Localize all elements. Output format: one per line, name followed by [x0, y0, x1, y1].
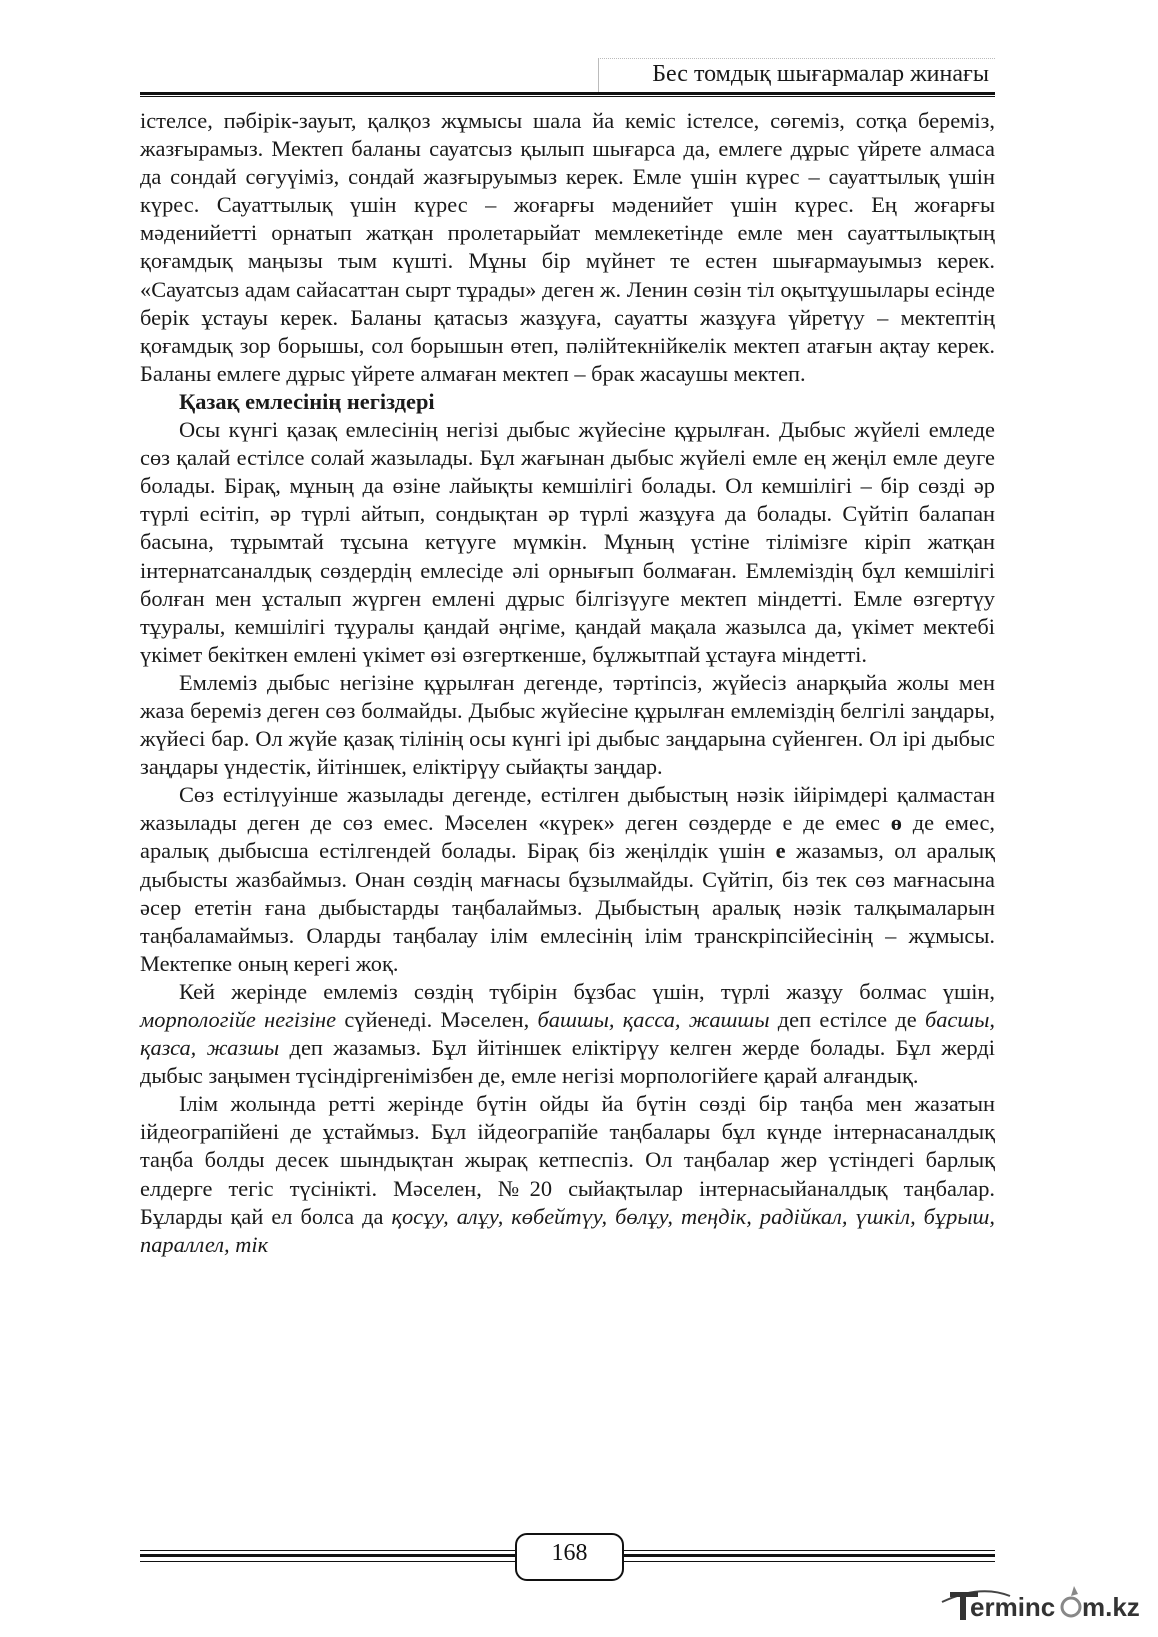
footer-rule-right-bottom — [620, 1561, 995, 1562]
p5-italic-heard: башшы, қасса, жашшы — [537, 1007, 770, 1032]
running-header-title: Бес томдық шығармалар жинағы — [652, 61, 989, 87]
p4-text-c: де емес, аралық дыбысша естілгендей болады. Бірақ біз жеңілдік үшін — [140, 810, 995, 864]
running-header — [598, 58, 995, 93]
svg-text:m.kz: m.kz — [1082, 1592, 1140, 1622]
paragraph-3: Емлеміз дыбыс негізіне құрылған дегенде, тәртіпсіз, жүйесіз анарқыйа жолы мен жаза береміз деген сөз болмайды. Дыбыс жүйесіне құрылған емлеміздің белгілі заңдары, жүйесі бар. Ол жүйе қазақ тілінің осы күнгі ірі дыбыс заңдарына сүйенген. Ол ірі дыбыс заңдары үндестік, йітіншек, еліктірүу сыйақты заңдар. — [140, 669, 995, 780]
p4-text-e: жазамыз, ол аралық дыбысты жазбаймыз. Онан сөздің мағнасы бұзылмайды. Сүйтіп, біз тек сөз мағнасына әсер ететін ғана дыбыстарды таңбалаймыз. Дыбыстың аралық нәзік талқымаларын таңбаламаймыз. Оларды таңбалау ілім емлесінің ілім транскріпсійесінің – жұмысы. Мектепке оның керегі жоқ. — [140, 838, 995, 976]
watermark-logo — [940, 1582, 1150, 1626]
footer-rule-left-bottom — [140, 1561, 515, 1562]
paragraph-6 — [140, 1090, 995, 1259]
p4-letter-o: ө — [890, 810, 902, 836]
p5-italic-term: морпологійе негізіне — [140, 1007, 337, 1032]
p5-text-e: деп естілсе де — [769, 1007, 925, 1032]
footer-rule-right-thick — [620, 1554, 995, 1557]
p5-italic-written: басшы, қазса, жазшы — [140, 1007, 996, 1061]
svg-text:erminc: erminc — [970, 1592, 1056, 1622]
p5-text-c: сүйенеді. Мәселен, — [336, 1007, 538, 1032]
p6-text-a: Ілім жолында ретті жерінде бүтін ойды йа бүтін сөзді бір таңба мен жазатын ійдеограпійені де ұстаймыз. Бұл ійдеограпійе таңбалары бұл күнде інтернасаналдық таңба болды десек шындықтан жырақ кетпеспіз. Ол таңбалар жер үстіндегі барлық елдерге тегіс түсінікті. Мәселен, №20 сыйақтылар інтернасыйаналдық таңбалар. Бұларды қай ел болса да — [140, 1091, 995, 1229]
header-rule — [140, 92, 995, 95]
paragraph-1: істелсе, пәбірік-зауыт, қалқоз жұмысы шала йа кеміс істелсе, сөгеміз, сотқа береміз, жазғырамыз. Мектеп баланы сауатсыз қылып шығарса да, емлеге дұрыс үйрете алмаса да сондай сөгуүіміз, сондай жазғыруымыз керек. Емле үшін күрес – сауаттылық үшін күрес. Сауаттылық үшін күрес – жоғарғы мәденийет үшін күрес. Ең жоғарғы мәденийетті орнатып жатқан пролетарыйат мемлекетінде емле мен сауаттылықтың қоғамдық маңызы тым күшті. Мұны бір мүйнет те естен шығармауымыз керек. «Сауатсыз адам сайасаттан сырт тұрады» деген ж. Ленин сөзін тіл оқытұушылары есінде берік ұстауы керек. Баланы қатасыз жазұуға, сауатты жазұуға үйретүу – мектептің қоғамдық зор борышы, сол борышын өтеп, пәлійтекнійкелік мектеп атағын ақтау керек. Баланы емлеге дұрыс үйрете алмаған мектеп – брак жасаушы мектеп. — [140, 108, 995, 386]
section-heading: Қазақ емлесінің негіздері — [179, 388, 435, 414]
p5-text-a: Кей жерінде емлеміз сөздің түбірін бұзбас үшін, түрлі жазұу болмас үшін, — [179, 978, 995, 1004]
paragraph-4 — [140, 781, 995, 978]
footer-rule-left — [140, 1550, 515, 1551]
p6-italic-list: қосұу, алұу, көбейтүу, бөлұу, теңдік, радійкал, үшкіл, бұрыш, параллел, тік — [140, 1203, 996, 1257]
footer-rule-right — [620, 1550, 995, 1551]
p4-text-a: Сөз естілүуінше жазылады дегенде, естілген дыбыстың нәзік ійірімдері қалмастан жазылады деген де сөз емес. Мәселен «күрек» деген сөздерде е де емес — [140, 782, 995, 836]
header-rule-thin — [140, 96, 995, 97]
footer-rule-left-thick — [140, 1554, 515, 1557]
body-text — [140, 107, 995, 1259]
page-number: 168 — [551, 1540, 588, 1566]
termincom-logo-icon — [940, 1582, 1150, 1626]
paragraph-2: Осы күнгі қазақ емлесінің негізі дыбыс жүйесіне құрылған. Дыбыс жүйелі емледе сөз қалай естілсе солай жазылады. Бұл жағынан дыбыс жүйелі емле ең жеңіл емле деуге болады. Бірақ, мұның да өзіне лайықты кемшілігі болады. Ол кемшілігі – бір сөзді әр түрлі есітіп, әр түрлі айтып, сондықтан әр түрлі жазұуға да болады. Сүйтіп балапан басына, тұрымтай тұсына кетүуге мүмкін. Мұның үстіне тілімізге кіріп жатқан інтернатсаналдық сөздердің емлесіде әлі орнығып болмаған. Емлеміздің бұл кемшілігі болған мен ұсталып жүрген емлені дұрыс білгізүуге мектеп міндетті. Емле өзгертүу тұуралы, кемшілігі тұуралы қандай әңгіме, қандай мақала жазылса да, үкімет мектебі үкімет бекіткен емлені үкімет өзі өзгерткенше, бұлжытпай ұстауға міндетті. — [140, 417, 995, 667]
p4-letter-e: е — [775, 838, 786, 864]
p5-text-g: деп жазамыз. Бұл йітіншек еліктірүу келген жерде болады. Бұл жерді дыбыс заңымен түсіндіргенімізбен де, емле негізі морпологійеге қарай алғандық. — [140, 1035, 995, 1089]
paragraph-5 — [140, 978, 995, 1090]
